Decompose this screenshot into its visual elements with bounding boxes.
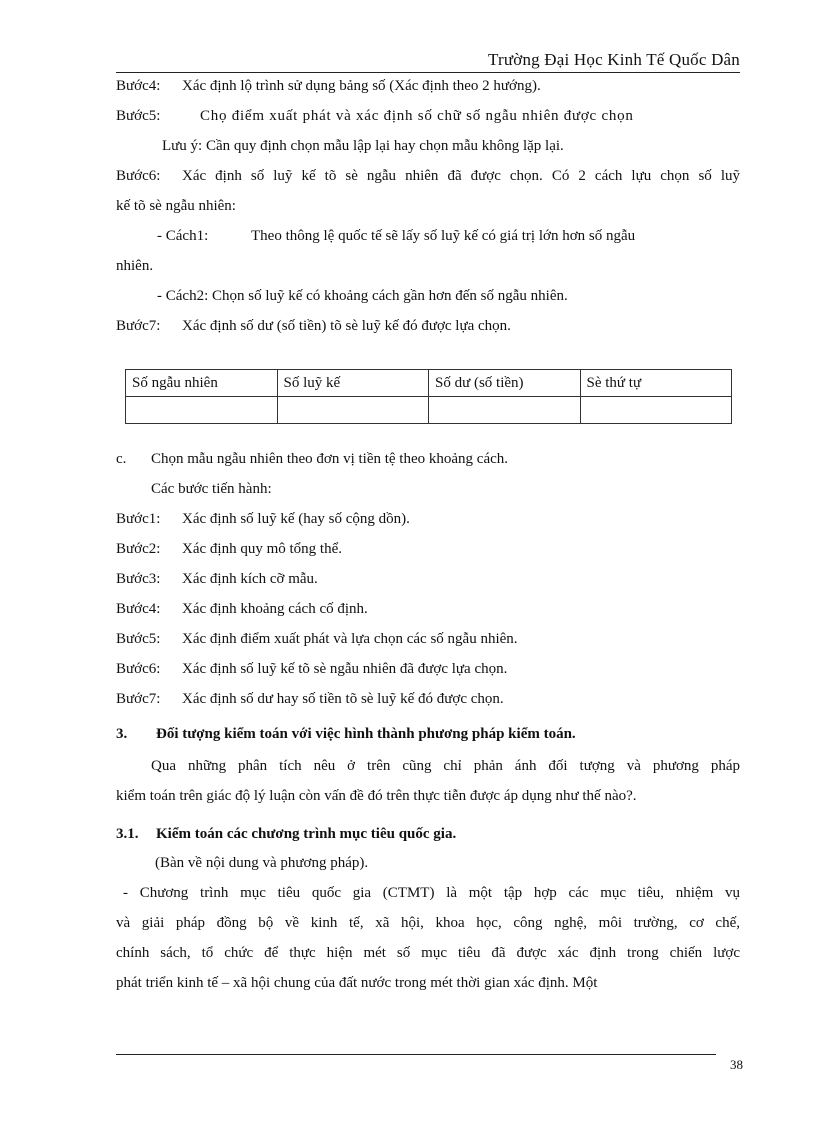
step4-line bbox=[116, 76, 740, 96]
section-c-title: c. Chọn mẫu ngẫu nhiên theo đơn vị tiền tệ theo khoảng cách. bbox=[116, 451, 509, 467]
step7-line bbox=[116, 316, 740, 336]
step6-continuation: kế tõ sè ngẫu nhiên: bbox=[116, 198, 236, 214]
method-text: Theo thông lệ quốc tế sẽ lấy số luỹ kế có giá trị lớn hơn số ngẫu bbox=[251, 228, 636, 244]
section-3-paragraph-line: Qua những phân tích nêu ở trên cũng chỉ phản ánh đối tượng và phương pháp bbox=[151, 758, 740, 774]
step-label: Bước6: bbox=[116, 168, 161, 184]
list-item: Bước3: Xác định kích cỡ mẫu. bbox=[116, 571, 318, 587]
table-cell bbox=[277, 397, 429, 424]
table-row bbox=[126, 397, 732, 424]
section-number: 3. bbox=[116, 726, 128, 742]
table-cell bbox=[429, 397, 581, 424]
page-header bbox=[116, 50, 740, 73]
step6-line bbox=[116, 166, 740, 186]
list-item: Bước1: Xác định số luỹ kế (hay số cộng dồn). bbox=[116, 511, 410, 527]
section-31-subtitle: (Bàn về nội dung và phương pháp). bbox=[155, 855, 369, 871]
method2-line: - Cách2: Chọn số luỹ kế có khoảng cách gần hơn đến số ngẫu nhiên. bbox=[157, 288, 568, 304]
section-3-heading bbox=[116, 724, 740, 744]
section-number: 3.1. bbox=[116, 826, 139, 842]
paragraph-line: - Chương trình mục tiêu quốc gia (CTMT) là một tập hợp các mục tiêu, nhiệm vụ bbox=[123, 885, 740, 901]
page-number: 38 bbox=[730, 1057, 743, 1072]
list-item: Bước6: Xác định số luỹ kế tõ sè ngẫu nhiên đã được lựa chọn. bbox=[116, 661, 508, 677]
note-line bbox=[162, 136, 740, 156]
step-label: Bước5: bbox=[116, 108, 161, 124]
paragraph-line: phát triển kinh tế – xã hội chung của đất nước trong mét thời gian xác định. Một bbox=[116, 975, 598, 991]
list-item: Bước2: Xác định quy mô tổng thể. bbox=[116, 541, 342, 557]
table-header-row bbox=[126, 370, 732, 397]
step-text: Chọ điểm xuất phát và xác định số chữ số ngẫu nhiên được chọn bbox=[200, 108, 634, 124]
list-item: Bước4: Xác định khoảng cách cố định. bbox=[116, 601, 368, 617]
university-name: Trường Đại Học Kinh Tế Quốc Dân bbox=[488, 50, 740, 69]
step-text: Xác định lộ trình sử dụng bảng số (Xác định theo 2 hướng). bbox=[182, 78, 541, 94]
table-cell bbox=[580, 397, 732, 424]
paragraph-line: và giải pháp đồng bộ về kinh tế, xã hội, khoa học, công nghệ, môi trường, cơ chế, bbox=[116, 915, 740, 931]
method-label: - Cách1: bbox=[157, 228, 209, 244]
section-title: Đối tượng kiểm toán với việc hình thành phương pháp kiểm toán. bbox=[156, 726, 576, 742]
sample-table bbox=[125, 369, 732, 424]
step-text: Xác định số luỹ kế tõ sè ngẫu nhiên đã được chọn. Có 2 cách lựu chọn số luỹ bbox=[182, 168, 740, 184]
list-item: Bước7: Xác định số dư hay số tiền tõ sè luỹ kế đó được chọn. bbox=[116, 691, 504, 707]
method1-continuation: nhiên. bbox=[116, 258, 154, 274]
list-item: Bước5: Xác định điểm xuất phát và lựa chọn các số ngẫu nhiên. bbox=[116, 631, 518, 647]
section-title: Kiểm toán các chương trình mục tiêu quốc gia. bbox=[156, 826, 457, 842]
step-label: Bước4: bbox=[116, 78, 161, 94]
section-c-subtitle: Các bước tiến hành: bbox=[151, 481, 272, 497]
paragraph-line: chính sách, tổ chức để thực hiện mét số mục tiêu đã được xác định trong chiến lược bbox=[116, 945, 740, 961]
step-text: Xác định số dư (số tiền) tõ sè luỹ kế đó được lựa chọn. bbox=[182, 318, 511, 334]
table-header-cell: Số dư (số tiền) bbox=[429, 370, 581, 397]
table-header-cell: Số luỹ kế bbox=[277, 370, 429, 397]
section-31-heading bbox=[116, 824, 740, 844]
table-header-cell: Số ngẫu nhiên bbox=[126, 370, 278, 397]
footer-divider bbox=[116, 1054, 716, 1055]
note-text: Lưu ý: Cần quy định chọn mẫu lập lại hay chọn mẫu không lặp lại. bbox=[162, 138, 564, 154]
step5-line bbox=[116, 106, 740, 126]
section-marker: c. bbox=[116, 451, 127, 467]
table-header-cell: Sè thứ tự bbox=[580, 370, 732, 397]
table-cell bbox=[126, 397, 278, 424]
step-label: Bước7: bbox=[116, 318, 161, 334]
section-3-paragraph-line: kiểm toán trên giác độ lý luận còn vấn đề đó trên thực tiễn được áp dụng như thế nào?. bbox=[116, 788, 637, 804]
method1-line bbox=[157, 226, 740, 246]
